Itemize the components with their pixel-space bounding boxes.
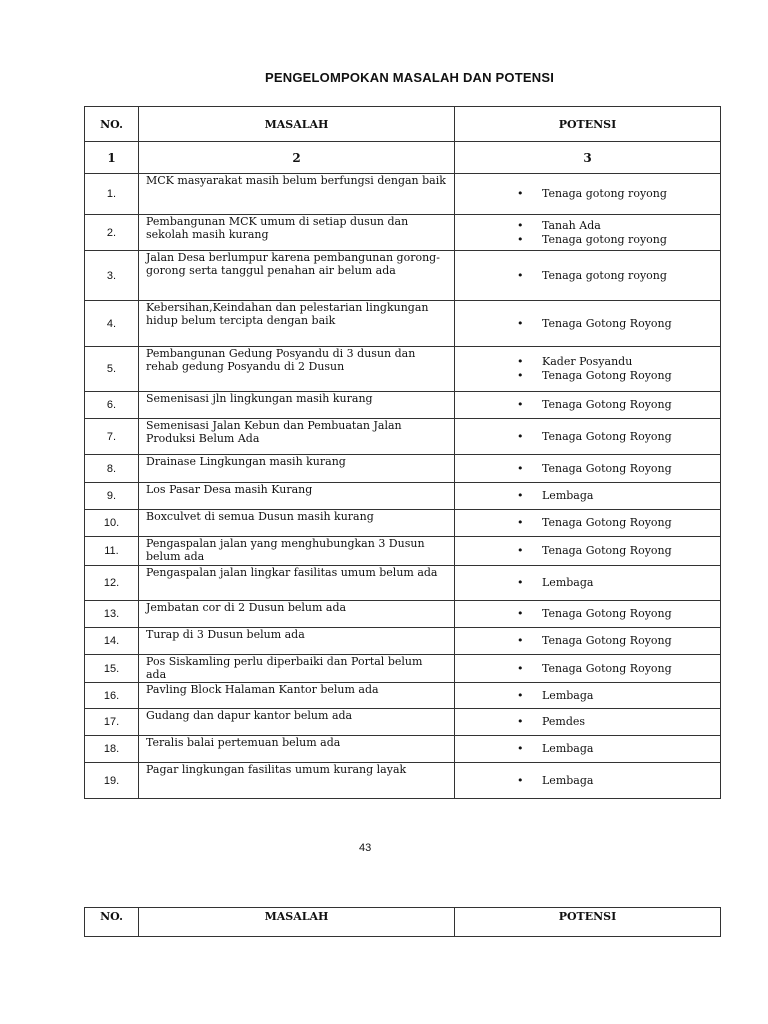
potensi-cell — [455, 301, 721, 347]
header-no: NO. — [85, 908, 139, 937]
potensi-cell — [455, 455, 721, 483]
continuation-table-header — [84, 907, 721, 937]
potensi-item: • Tenaga Gotong Royong — [517, 607, 716, 621]
masalah-cell: Gudang dan dapur kantor belum ada — [139, 709, 455, 736]
potensi-cell — [455, 683, 721, 709]
table-row — [85, 683, 721, 709]
row-number: 14. — [85, 628, 139, 655]
potensi-item: • Pemdes — [517, 715, 716, 729]
potensi-cell — [455, 628, 721, 655]
potensi-item: • Lembaga — [517, 742, 716, 756]
potensi-item: • Kader Posyandu — [517, 355, 716, 369]
masalah-cell: Pos Siskamling perlu diperbaiki dan Portal belum ada — [139, 655, 455, 683]
potensi-list — [517, 317, 716, 331]
potensi-item: • Tenaga Gotong Royong — [517, 317, 716, 331]
row-number: 15. — [85, 655, 139, 683]
masalah-cell: Drainase Lingkungan masih kurang — [139, 455, 455, 483]
header-no: NO. — [85, 107, 139, 142]
masalah-cell: Pembangunan MCK umum di setiap dusun dan sekolah masih kurang — [139, 215, 455, 251]
potensi-list — [517, 689, 716, 703]
masalah-cell: Turap di 3 Dusun belum ada — [139, 628, 455, 655]
potensi-cell — [455, 392, 721, 419]
table-row — [85, 483, 721, 510]
table-row — [85, 215, 721, 251]
row-number: 7. — [85, 419, 139, 455]
potensi-list — [517, 398, 716, 412]
table-row — [85, 301, 721, 347]
potensi-cell — [455, 510, 721, 537]
potensi-item: • Tenaga gotong royong — [517, 269, 716, 283]
table-row — [85, 347, 721, 392]
row-number: 12. — [85, 566, 139, 601]
masalah-cell: Pavling Block Halaman Kantor belum ada — [139, 683, 455, 709]
potensi-item: • Tenaga gotong royong — [517, 187, 716, 201]
potensi-item: • Lembaga — [517, 489, 716, 503]
table-row — [85, 174, 721, 215]
potensi-cell — [455, 566, 721, 601]
masalah-cell: Jembatan cor di 2 Dusun belum ada — [139, 601, 455, 628]
potensi-cell — [455, 655, 721, 683]
column-index-3: 3 — [455, 142, 721, 174]
table-row — [85, 455, 721, 483]
column-index-row — [85, 142, 721, 174]
masalah-cell: MCK masyarakat masih belum berfungsi dengan baik — [139, 174, 455, 215]
masalah-cell: Kebersihan,Keindahan dan pelestarian lingkungan hidup belum tercipta dengan baik — [139, 301, 455, 347]
potensi-item: • Tenaga Gotong Royong — [517, 462, 716, 476]
table-row — [85, 628, 721, 655]
potensi-item: • Tenaga Gotong Royong — [517, 430, 716, 444]
row-number: 4. — [85, 301, 139, 347]
row-number: 8. — [85, 455, 139, 483]
potensi-item: • Tanah Ada — [517, 219, 716, 233]
table-header-row — [85, 908, 721, 937]
table-row — [85, 655, 721, 683]
row-number: 3. — [85, 251, 139, 301]
potensi-item: • Tenaga gotong royong — [517, 233, 716, 247]
masalah-cell: Pagar lingkungan fasilitas umum kurang layak — [139, 763, 455, 799]
row-number: 10. — [85, 510, 139, 537]
potensi-list — [517, 269, 716, 283]
table-row — [85, 251, 721, 301]
potensi-list — [517, 219, 716, 247]
masalah-cell: Teralis balai pertemuan belum ada — [139, 736, 455, 763]
potensi-item: • Lembaga — [517, 576, 716, 590]
masalah-cell: Semenisasi jln lingkungan masih kurang — [139, 392, 455, 419]
potensi-cell — [455, 347, 721, 392]
masalah-cell: Pengaspalan jalan yang menghubungkan 3 Dusun belum ada — [139, 537, 455, 566]
row-number: 19. — [85, 763, 139, 799]
row-number: 16. — [85, 683, 139, 709]
table-row — [85, 736, 721, 763]
header-masalah: MASALAH — [139, 908, 455, 937]
potensi-cell — [455, 601, 721, 628]
row-number: 5. — [85, 347, 139, 392]
potensi-list — [517, 715, 716, 729]
row-number: 6. — [85, 392, 139, 419]
potensi-item: • Lembaga — [517, 689, 716, 703]
header-potensi: POTENSI — [455, 107, 721, 142]
masalah-cell: Jalan Desa berlumpur karena pembangunan gorong-gorong serta tanggul penahan air belum ada — [139, 251, 455, 301]
row-number: 13. — [85, 601, 139, 628]
row-number: 17. — [85, 709, 139, 736]
table-row — [85, 709, 721, 736]
potensi-list — [517, 489, 716, 503]
potensi-cell — [455, 174, 721, 215]
row-number: 11. — [85, 537, 139, 566]
masalah-cell: Los Pasar Desa masih Kurang — [139, 483, 455, 510]
masalah-cell: Pengaspalan jalan lingkar fasilitas umum belum ada — [139, 566, 455, 601]
row-number: 1. — [85, 174, 139, 215]
potensi-list — [517, 576, 716, 590]
masalah-cell: Semenisasi Jalan Kebun dan Pembuatan Jalan Produksi Belum Ada — [139, 419, 455, 455]
potensi-cell — [455, 251, 721, 301]
potensi-cell — [455, 763, 721, 799]
potensi-cell — [455, 419, 721, 455]
potensi-cell — [455, 537, 721, 566]
potensi-list — [517, 516, 716, 530]
potensi-list — [517, 662, 716, 676]
potensi-list — [517, 462, 716, 476]
potensi-item: • Tenaga Gotong Royong — [517, 516, 716, 530]
problem-potential-table — [84, 106, 721, 799]
potensi-cell — [455, 483, 721, 510]
table-header-row — [85, 107, 721, 142]
row-number: 2. — [85, 215, 139, 251]
potensi-item: • Tenaga Gotong Royong — [517, 398, 716, 412]
masalah-cell: Pembangunan Gedung Posyandu di 3 dusun dan rehab gedung Posyandu di 2 Dusun — [139, 347, 455, 392]
potensi-list — [517, 187, 716, 201]
table-row — [85, 510, 721, 537]
table-row — [85, 419, 721, 455]
masalah-cell: Boxculvet di semua Dusun masih kurang — [139, 510, 455, 537]
document-title: PENGELOMPOKAN MASALAH DAN POTENSI — [265, 70, 555, 85]
potensi-list — [517, 774, 716, 788]
table-row — [85, 566, 721, 601]
row-number: 9. — [85, 483, 139, 510]
table-row — [85, 537, 721, 566]
potensi-list — [517, 634, 716, 648]
header-potensi: POTENSI — [455, 908, 721, 937]
table-row — [85, 392, 721, 419]
row-number: 18. — [85, 736, 139, 763]
potensi-list — [517, 544, 716, 558]
potensi-item: • Tenaga Gotong Royong — [517, 634, 716, 648]
potensi-item: • Lembaga — [517, 774, 716, 788]
page-number: 43 — [359, 842, 372, 854]
potensi-list — [517, 607, 716, 621]
potensi-cell — [455, 736, 721, 763]
potensi-cell — [455, 709, 721, 736]
potensi-cell — [455, 215, 721, 251]
potensi-item: • Tenaga Gotong Royong — [517, 544, 716, 558]
column-index-2: 2 — [139, 142, 455, 174]
column-index-1: 1 — [85, 142, 139, 174]
potensi-list — [517, 430, 716, 444]
potensi-list — [517, 742, 716, 756]
table-row — [85, 601, 721, 628]
potensi-list — [517, 355, 716, 383]
potensi-item: • Tenaga Gotong Royong — [517, 662, 716, 676]
table-row — [85, 763, 721, 799]
potensi-item: • Tenaga Gotong Royong — [517, 369, 716, 383]
header-masalah: MASALAH — [139, 107, 455, 142]
